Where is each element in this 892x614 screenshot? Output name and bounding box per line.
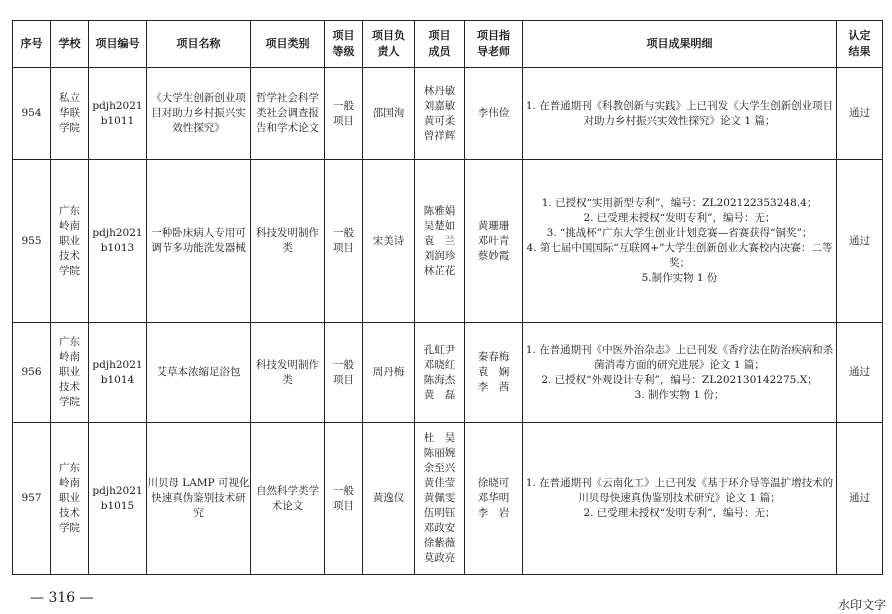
table-body <box>13 68 883 575</box>
advisor-cell-line: 邓华明 <box>477 492 510 504</box>
code-cell-line: pdjh2021 <box>92 484 143 497</box>
members-cell-line: 黄佩雯 <box>423 492 456 504</box>
school-cell-line: 私立 <box>59 92 80 104</box>
header-result: 认定结果 <box>837 21 883 68</box>
advisor-cell-line: 邓叶青 <box>477 234 510 247</box>
advisor-cell-line: 黄珊珊 <box>477 219 510 232</box>
school-cell-line: 技术 <box>59 381 80 393</box>
category-cell: 科技发明制作类 <box>251 160 325 323</box>
details-cell-line: 2. 已授权“外观设计专利”，编号：ZL202130142275.X； <box>541 373 818 386</box>
school-cell <box>51 68 89 160</box>
code-cell <box>89 323 147 423</box>
leader-cell: 周丹梅 <box>363 323 415 423</box>
header-school: 学校 <box>51 21 89 68</box>
header-name: 项目名称 <box>147 21 251 68</box>
level-cell <box>325 160 363 323</box>
level-cell-line: 一般 <box>333 484 354 497</box>
members-cell-line: 袁 兰 <box>423 234 456 247</box>
result-cell: 通过 <box>837 160 883 323</box>
header-code: 项目编号 <box>89 21 147 68</box>
school-cell-line: 学院 <box>59 122 80 134</box>
school-cell-line: 学院 <box>59 264 80 277</box>
details-cell <box>523 423 837 575</box>
advisor-cell <box>465 68 523 160</box>
level-cell-line: 项目 <box>333 499 354 512</box>
code-cell-line: pdjh2021 <box>92 227 143 239</box>
advisor-cell-line: 秦春梅 <box>477 351 510 363</box>
projects-table <box>12 20 883 575</box>
details-cell <box>523 160 837 323</box>
members-cell-line: 伍明钰 <box>423 507 456 519</box>
header-details: 项目成果明细 <box>523 21 837 68</box>
members-cell-line: 刘嘉敏 <box>423 99 456 112</box>
header-advisor: 项目指导老师 <box>465 21 523 68</box>
members-cell-line: 黄 磊 <box>423 388 456 401</box>
members-cell-line: 孔虹尹 <box>423 343 456 356</box>
school-cell-line: 华联 <box>59 107 80 119</box>
school-cell <box>51 160 89 323</box>
members-cell-line: 林芷花 <box>423 264 456 277</box>
seq-cell: 954 <box>13 68 51 160</box>
code-cell <box>89 423 147 575</box>
table-row <box>13 68 883 160</box>
details-cell-line: 3. 制作实物 1 份； <box>634 388 725 401</box>
level-cell-line: 项目 <box>333 242 354 254</box>
details-cell-line: 3. “挑战杯”广东大学生创业计划竞赛—省赛获得“铜奖”； <box>546 227 813 239</box>
members-cell-line: 徐紫薇 <box>423 537 456 549</box>
category-cell: 自然科学类学术论文 <box>251 423 325 575</box>
header-seq: 序号 <box>13 21 51 68</box>
level-cell <box>325 323 363 423</box>
details-cell-line: 4. 第七届中国国际“互联网+”大学生创新创业大赛校内决赛：二等奖； <box>526 242 833 269</box>
members-cell <box>415 160 465 323</box>
school-cell-line: 广东 <box>59 204 80 217</box>
level-cell <box>325 68 363 160</box>
header-level: 项目等级 <box>325 21 363 68</box>
leader-cell: 宋美诗 <box>363 160 415 323</box>
members-cell-line: 黄佳莹 <box>423 477 456 489</box>
members-cell-line: 林丹敏 <box>423 84 456 97</box>
school-cell-line: 技术 <box>59 507 80 519</box>
school-cell-line: 广东 <box>59 462 80 474</box>
members-cell-line: 陈丽婉 <box>423 447 456 459</box>
watermark-text: 水印文字 <box>837 598 886 612</box>
school-cell-line: 职业 <box>59 366 80 378</box>
level-cell-line: 一般 <box>333 227 354 239</box>
members-cell <box>415 423 465 575</box>
school-cell-line: 学院 <box>59 522 80 534</box>
school-cell-line: 岭南 <box>59 477 80 489</box>
advisor-cell-line: 李 茜 <box>477 381 510 393</box>
project-name-cell: 艾草本浓缩足浴包 <box>147 323 251 423</box>
code-cell-line: b1015 <box>100 499 135 512</box>
page-number: — 316 — <box>30 590 94 606</box>
school-cell-line: 职业 <box>59 492 80 504</box>
members-cell-line: 邓政安 <box>423 522 456 534</box>
category-cell: 哲学社会科学类社会调查报告和学术论文 <box>251 68 325 160</box>
level-cell-line: 一般 <box>333 99 354 112</box>
level-cell-line: 项目 <box>333 114 354 127</box>
leader-cell: 邵国洵 <box>363 68 415 160</box>
project-name-cell: 川贝母 LAMP 可视化快速真伪鉴别技术研究 <box>147 423 251 575</box>
school-cell-line: 学院 <box>59 396 80 408</box>
project-name-cell: 《大学生创新创业项目对助力乡村振兴实效性探究》 <box>147 68 251 160</box>
members-cell-line: 邓晓红 <box>423 358 456 371</box>
details-cell-line: 1. 在普通期刊《中医外治杂志》上已刊发《香疗法在防治疾病和杀菌消毒方面的研究进展》论文 1 篇； <box>525 343 834 371</box>
table-row <box>13 160 883 323</box>
project-name-cell: 一种卧床病人专用可调节多功能洗发器械 <box>147 160 251 323</box>
table-row <box>13 423 883 575</box>
school-cell-line: 广东 <box>59 336 80 348</box>
members-cell <box>415 323 465 423</box>
advisor-cell <box>465 423 523 575</box>
details-cell-line: 2. 已受理未授权“发明专利”，编号：无； <box>583 507 776 519</box>
level-cell-line: 项目 <box>333 373 354 386</box>
details-cell <box>523 68 837 160</box>
school-cell <box>51 423 89 575</box>
details-cell-line: 2. 已受理未授权“发明专利”，编号：无； <box>583 212 776 224</box>
advisor-cell-line: 李伟俭 <box>477 107 510 119</box>
members-cell-line: 刘润珍 <box>423 249 456 262</box>
result-cell: 通过 <box>837 423 883 575</box>
members-cell-line: 莫政亮 <box>423 552 456 564</box>
category-cell: 科技发明制作类 <box>251 323 325 423</box>
advisor-cell-line: 袁 娴 <box>477 366 510 378</box>
seq-cell: 955 <box>13 160 51 323</box>
level-cell <box>325 423 363 575</box>
members-cell <box>415 68 465 160</box>
members-cell-line: 余至兴 <box>423 462 456 474</box>
members-cell-line: 吴楚如 <box>423 219 456 232</box>
level-cell-line: 一般 <box>333 358 354 371</box>
members-cell-line: 黄可柔 <box>423 114 456 127</box>
seq-cell: 957 <box>13 423 51 575</box>
members-cell-line: 杜 昊 <box>423 432 456 444</box>
code-cell-line: b1014 <box>100 373 135 386</box>
school-cell-line: 岭南 <box>59 351 80 363</box>
code-cell-line: pdjh2021 <box>92 99 143 112</box>
code-cell-line: b1013 <box>100 242 135 254</box>
advisor-cell <box>465 323 523 423</box>
school-cell-line: 职业 <box>59 234 80 247</box>
result-cell: 通过 <box>837 68 883 160</box>
code-cell-line: pdjh2021 <box>92 358 143 371</box>
details-cell <box>523 323 837 423</box>
details-cell-line: 1. 已授权“实用新型专利”，编号：ZL202122353248.4； <box>541 197 818 209</box>
advisor-cell-line: 蔡妙霞 <box>477 249 510 262</box>
school-cell-line: 岭南 <box>59 219 80 232</box>
members-cell-line: 陈雅娟 <box>423 204 456 217</box>
details-cell-line: 1. 在普通期刊《科教创新与实践》上已刊发《大学生创新创业项目对助力乡村振兴实效性探究》论文 1 篇； <box>525 99 834 127</box>
seq-cell: 956 <box>13 323 51 423</box>
header-members: 项目成员 <box>415 21 465 68</box>
advisor-cell-line: 李 岩 <box>477 507 510 519</box>
members-cell-line: 陈海杰 <box>423 373 456 386</box>
table-row <box>13 323 883 423</box>
header-category: 项目类别 <box>251 21 325 68</box>
code-cell-line: b1011 <box>100 114 135 127</box>
header-row <box>13 21 883 68</box>
details-cell-line: 1. 在普通期刊《云南化工》上已刊发《基于环介导等温扩增技术的川贝母快速真伪鉴别技术研究》论文 1 篇； <box>525 477 834 504</box>
school-cell-line: 技术 <box>59 249 80 262</box>
result-cell: 通过 <box>837 323 883 423</box>
code-cell <box>89 160 147 323</box>
advisor-cell <box>465 160 523 323</box>
members-cell-line: 曾祥辉 <box>423 129 456 142</box>
leader-cell: 黄逸仪 <box>363 423 415 575</box>
header-leader: 项目负责人 <box>363 21 415 68</box>
details-cell-line: 5.制作实物 1 份 <box>641 272 718 284</box>
code-cell <box>89 68 147 160</box>
school-cell <box>51 323 89 423</box>
advisor-cell-line: 徐晓可 <box>477 477 510 489</box>
